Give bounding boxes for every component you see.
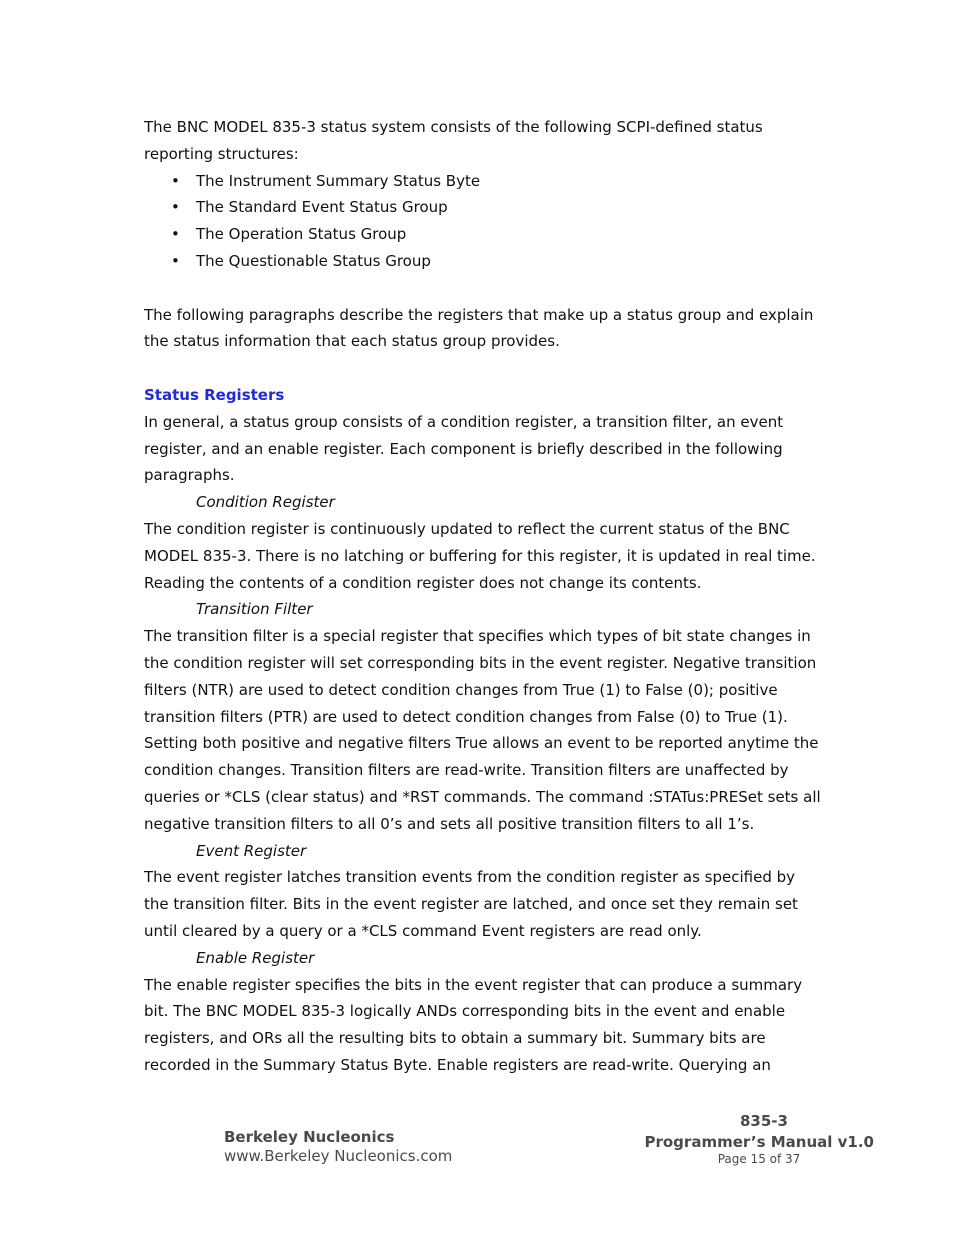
transition-filter-text: The transition filter is a special register that specifies which types of bit state changes in the condition register will set corresponding bits in the event register. Negative transition filters (NTR) are used to detect condition changes from True (1) to False (0); positive transition filters (PTR) are used to detect condition changes from False (0) to True (1). Setting both positive and negative filters True allows an event to be reported anytime the condition changes. Transition filters are read-write. Transition filters are unaffected by queries or *CLS (clear status) and *RST commands. The command :STATus:PRESet sets all negative transition filters to all 0’s and sets all positive transition filters to all 1’s. <box>144 627 821 833</box>
list-item-text: The Questionable Status Group <box>196 251 431 270</box>
status-structures-list <box>144 168 824 275</box>
bullet-icon: • <box>171 251 180 270</box>
list-item <box>144 248 824 275</box>
footer-model: 835-3 <box>740 1112 788 1130</box>
list-item <box>144 221 824 248</box>
subheading-event-register: Event Register <box>196 841 307 860</box>
footer-manual-title: Programmer’s Manual v1.0 <box>644 1133 874 1151</box>
footer-company-name: Berkeley Nucleonics <box>224 1128 395 1146</box>
bullet-icon: • <box>171 225 180 244</box>
section-heading-status-registers: Status Registers <box>144 385 285 404</box>
list-item-text: The Instrument Summary Status Byte <box>196 171 481 190</box>
footer-page-number: Page 15 of 37 <box>717 1152 801 1166</box>
bullet-icon: • <box>171 171 180 190</box>
enable-register-text: The enable register specifies the bits in the event register that can produce a summary bit. The BNC MODEL 835-3 logically ANDs corresponding bits in the event and enable registers, and ORs all the resulting bits to obtain a summary bit. Summary bits are recorded in the Summary Status Byte. Enable registers are read-write. Querying an <box>144 975 803 1074</box>
footer-manual-block <box>614 1110 874 1167</box>
list-item-text: The Standard Event Status Group <box>196 198 448 217</box>
status-registers-intro: In general, a status group consists of a condition register, a transition filter, an event register, and an enable register. Each component is briefly described in the following paragraphs. <box>144 412 784 485</box>
subheading-transition-filter: Transition Filter <box>196 600 313 619</box>
description-paragraph: The following paragraphs describe the registers that make up a status group and explain the status information that each status group provides. <box>144 305 814 351</box>
subheading-condition-register: Condition Register <box>196 493 335 512</box>
list-item <box>144 194 824 221</box>
bullet-icon: • <box>171 198 180 217</box>
spacer <box>144 275 824 302</box>
list-item <box>144 168 824 195</box>
footer-website: www.Berkeley Nucleonics.com <box>224 1147 453 1165</box>
subheading-enable-register: Enable Register <box>196 948 315 967</box>
intro-paragraph: The BNC MODEL 835-3 status system consists of the following SCPI-defined status reporting structures: <box>144 118 763 163</box>
footer-company-block <box>224 1128 452 1166</box>
page-body <box>144 114 824 1079</box>
condition-register-text: The condition register is continuously updated to reflect the current status of the BNC MODEL 835-3. There is no latching or buffering for this register, it is updated in real time. Reading the contents of a condition register does not change its contents. <box>144 519 816 592</box>
event-register-text: The event register latches transition events from the condition register as specified by the transition filter. Bits in the event register are latched, and once set they remain set until cleared by a query or a *CLS command Event registers are read only. <box>144 868 798 940</box>
spacer <box>144 355 824 382</box>
list-item-text: The Operation Status Group <box>196 225 407 244</box>
